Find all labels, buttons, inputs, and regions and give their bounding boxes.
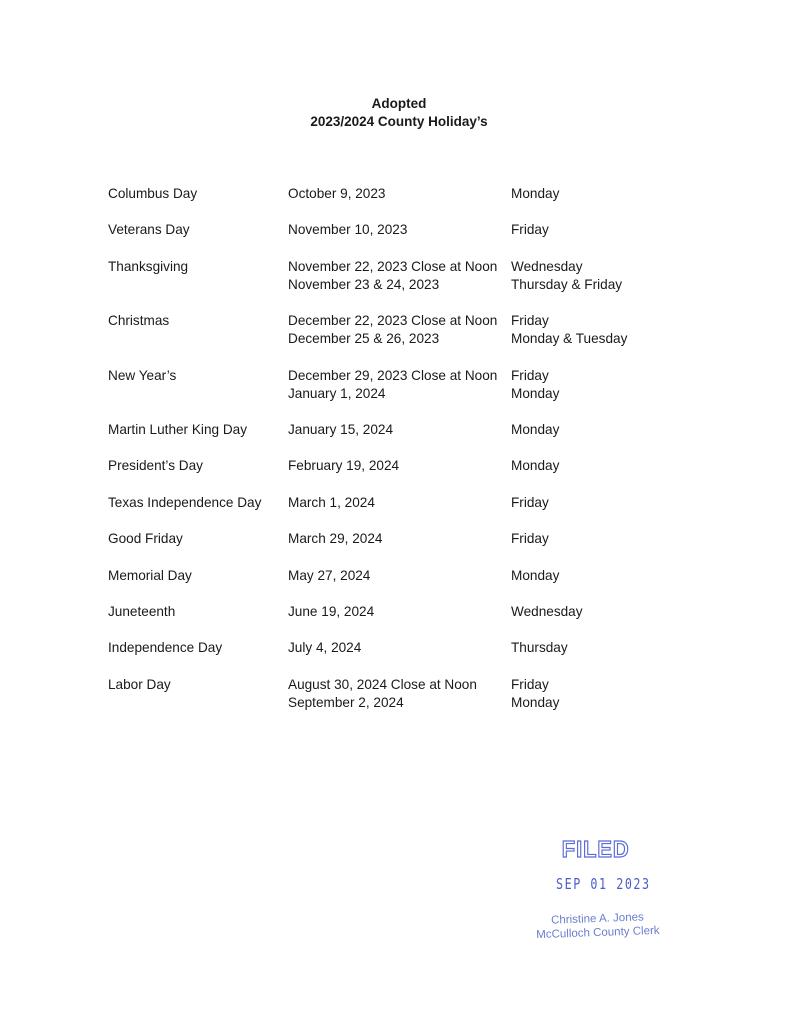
holiday-date-line: December 29, 2023 Close at Noon bbox=[288, 367, 498, 383]
holiday-weekday-line: Thursday & Friday bbox=[511, 276, 623, 292]
holiday-row bbox=[108, 367, 711, 403]
holiday-date bbox=[288, 603, 511, 621]
holiday-date bbox=[288, 312, 511, 348]
document-heading: Adopted bbox=[371, 96, 427, 111]
clerk-office: McCulloch County Clerk bbox=[536, 924, 660, 942]
holiday-row bbox=[108, 221, 711, 239]
holiday-name-line: Martin Luther King Day bbox=[108, 421, 248, 437]
holiday-name-line: Columbus Day bbox=[108, 186, 198, 201]
holiday-date-line: March 1, 2024 bbox=[288, 494, 375, 510]
holiday-weekday-line: Friday bbox=[511, 494, 549, 510]
holiday-name bbox=[108, 567, 288, 585]
clerk-name: Christine A. Jones bbox=[550, 911, 644, 927]
holiday-name-line: New Year’s bbox=[108, 367, 177, 383]
holiday-name bbox=[108, 639, 288, 657]
holiday-weekday bbox=[511, 494, 711, 512]
holiday-weekday-line: Friday bbox=[511, 367, 549, 383]
holiday-weekday bbox=[511, 221, 711, 239]
document-title: 2023/2024 County Holiday’s bbox=[310, 114, 488, 129]
holiday-date-line: March 29, 2024 bbox=[288, 531, 383, 547]
holiday-name bbox=[108, 603, 288, 621]
holiday-weekday-line: Monday bbox=[511, 186, 560, 201]
holiday-weekday bbox=[511, 258, 711, 294]
holiday-row bbox=[108, 312, 711, 348]
holiday-weekday bbox=[511, 567, 711, 585]
holiday-weekday-line: Monday bbox=[511, 694, 560, 710]
holiday-weekday bbox=[511, 185, 711, 203]
holiday-weekday bbox=[511, 676, 711, 712]
holiday-weekday-line: Monday & Tuesday bbox=[511, 331, 628, 347]
holiday-row bbox=[108, 567, 711, 585]
holiday-date-line: November 22, 2023 Close at Noon bbox=[288, 258, 498, 274]
holiday-name-line: Texas Independence Day bbox=[108, 494, 262, 510]
holiday-name bbox=[108, 457, 288, 475]
holiday-name-line: Labor Day bbox=[108, 676, 171, 692]
holiday-row bbox=[108, 603, 711, 621]
holiday-date bbox=[288, 676, 511, 712]
holiday-date bbox=[288, 567, 511, 585]
holiday-name bbox=[108, 258, 288, 294]
holiday-weekday bbox=[511, 421, 711, 439]
holiday-name-line: Christmas bbox=[108, 313, 170, 329]
holiday-weekday-line: Monday bbox=[511, 385, 560, 401]
holiday-weekday-line: Monday bbox=[511, 458, 560, 474]
holiday-date bbox=[288, 367, 511, 403]
holiday-weekday bbox=[511, 312, 711, 348]
holiday-table bbox=[108, 185, 711, 712]
holiday-row bbox=[108, 676, 711, 712]
holiday-date-line: July 4, 2024 bbox=[288, 640, 362, 656]
holiday-name bbox=[108, 530, 288, 548]
holiday-date bbox=[288, 185, 511, 203]
holiday-weekday-line: Monday bbox=[511, 421, 560, 437]
holiday-date-line: September 2, 2024 bbox=[288, 694, 404, 710]
holiday-date-line: August 30, 2024 Close at Noon bbox=[288, 676, 477, 692]
holiday-row bbox=[108, 457, 711, 475]
holiday-row bbox=[108, 530, 711, 548]
holiday-name bbox=[108, 312, 288, 348]
holiday-date-line: January 15, 2024 bbox=[288, 421, 394, 437]
holiday-name bbox=[108, 185, 288, 203]
holiday-date-line: December 25 & 26, 2023 bbox=[288, 331, 440, 347]
holiday-name-line: Juneteenth bbox=[108, 603, 176, 619]
holiday-date bbox=[288, 494, 511, 512]
holiday-row bbox=[108, 421, 711, 439]
holiday-row bbox=[108, 185, 711, 203]
clerk-stamp bbox=[536, 910, 660, 942]
holiday-row bbox=[108, 494, 711, 512]
holiday-weekday-line: Friday bbox=[511, 313, 549, 329]
holiday-weekday-line: Wednesday bbox=[511, 603, 583, 619]
holiday-row bbox=[108, 639, 711, 657]
holiday-weekday-line: Thursday bbox=[511, 640, 568, 656]
holiday-name bbox=[108, 494, 288, 512]
holiday-name-line: Thanksgiving bbox=[108, 258, 189, 274]
holiday-date-line: November 10, 2023 bbox=[288, 222, 408, 238]
holiday-weekday bbox=[511, 639, 711, 657]
filed-stamp: FILED bbox=[561, 836, 630, 862]
holiday-date bbox=[288, 421, 511, 439]
holiday-date-line: January 1, 2024 bbox=[288, 385, 386, 401]
holiday-date bbox=[288, 530, 511, 548]
holiday-name bbox=[108, 367, 288, 403]
holiday-weekday-line: Friday bbox=[511, 676, 549, 692]
holiday-name bbox=[108, 221, 288, 239]
holiday-date bbox=[288, 457, 511, 475]
holiday-weekday bbox=[511, 367, 711, 403]
holiday-date bbox=[288, 258, 511, 294]
holiday-name-line: Good Friday bbox=[108, 531, 183, 547]
holiday-weekday bbox=[511, 457, 711, 475]
holiday-date-line: November 23 & 24, 2023 bbox=[288, 276, 440, 292]
holiday-name-line: Independence Day bbox=[108, 640, 223, 656]
holiday-weekday-line: Monday bbox=[511, 567, 560, 583]
holiday-weekday-line: Friday bbox=[511, 531, 549, 547]
holiday-name-line: Veterans Day bbox=[108, 222, 190, 238]
holiday-date bbox=[288, 221, 511, 239]
holiday-date-line: February 19, 2024 bbox=[288, 458, 400, 474]
holiday-date-line: December 22, 2023 Close at Noon bbox=[288, 313, 498, 329]
filed-stamp-date: SEP 01 2023 bbox=[556, 875, 651, 893]
holiday-date-line: October 9, 2023 bbox=[288, 186, 386, 201]
holiday-date bbox=[288, 639, 511, 657]
holiday-name bbox=[108, 421, 288, 439]
holiday-name-line: President’s Day bbox=[108, 458, 203, 474]
holiday-weekday bbox=[511, 530, 711, 548]
holiday-date-line: June 19, 2024 bbox=[288, 603, 375, 619]
holiday-row bbox=[108, 258, 711, 294]
holiday-name bbox=[108, 676, 288, 712]
holiday-weekday bbox=[511, 603, 711, 621]
holiday-weekday-line: Wednesday bbox=[511, 258, 583, 274]
holiday-date-line: May 27, 2024 bbox=[288, 567, 371, 583]
holiday-weekday-line: Friday bbox=[511, 222, 549, 238]
holiday-name-line: Memorial Day bbox=[108, 567, 192, 583]
